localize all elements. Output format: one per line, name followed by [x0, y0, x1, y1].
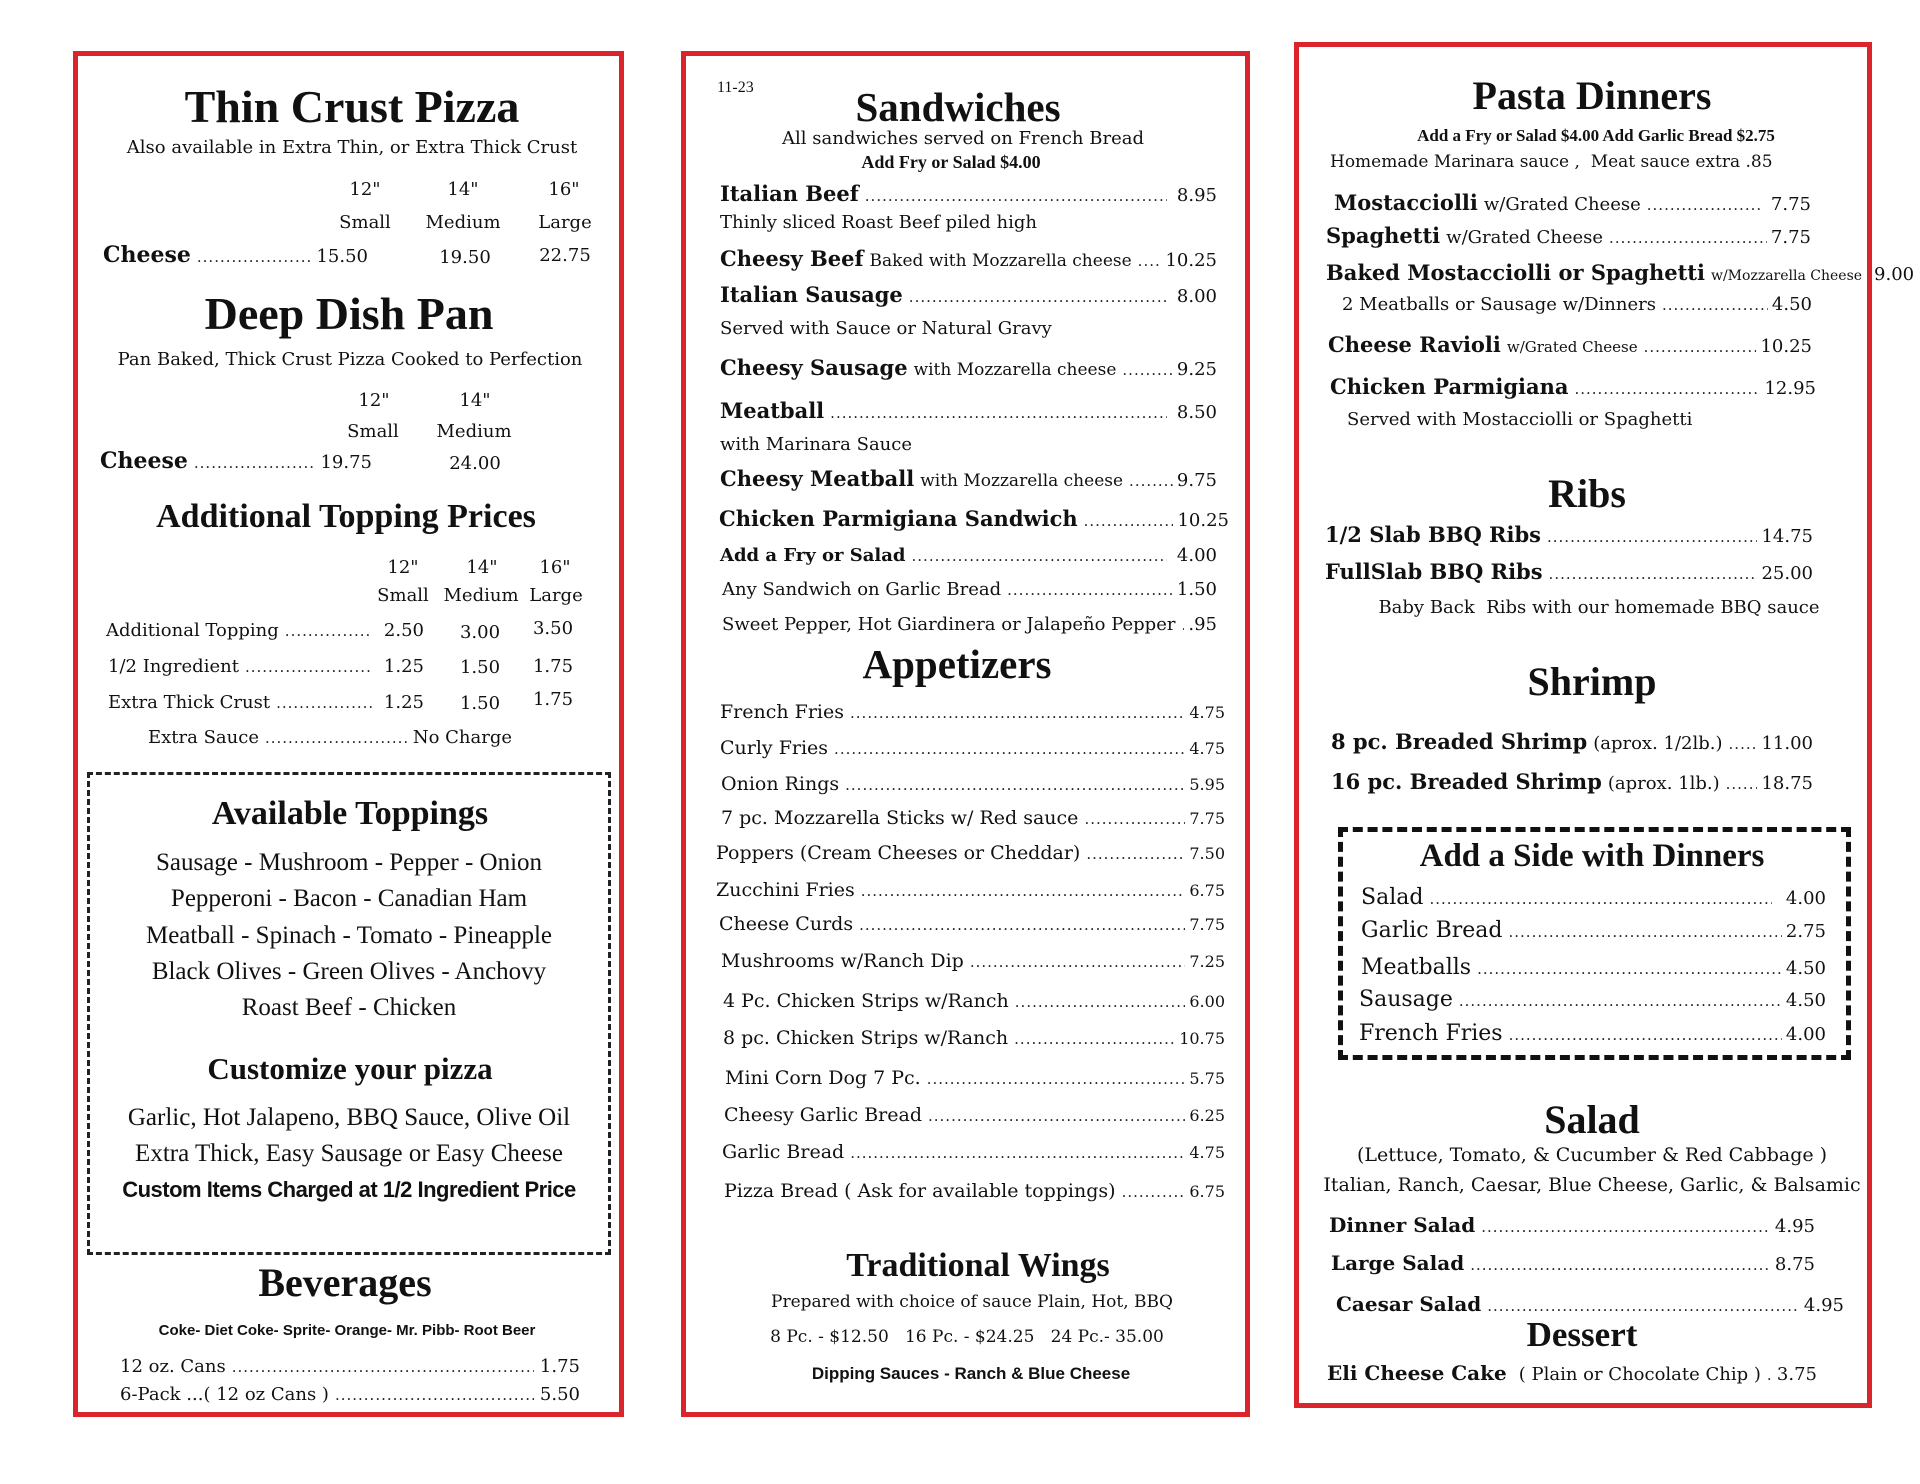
app-pizza-bread: Pizza Bread ( Ask for available toppings) ..... 6.75	[724, 1180, 1225, 1202]
tp-additional-medium: 3.00	[459, 622, 501, 643]
beverage-row-cans: 12 oz. Cans ..... 1.75	[120, 1356, 580, 1377]
app-cheesy-garlic-bread: Cheesy Garlic Bread ..... 6.25	[724, 1104, 1225, 1126]
app-mini-corn-dog: Mini Corn Dog 7 Pc. ..... 5.75	[725, 1067, 1225, 1089]
tp-row-thick: Extra Thick Crust ..... 1.25	[108, 692, 424, 713]
thin-size-16: 16"	[548, 179, 580, 200]
tp-size-12: 12"	[387, 557, 419, 578]
tp-additional-large: 3.50	[532, 618, 574, 639]
deep-size-medium: Medium	[436, 421, 512, 442]
toppings-line-4: Black Olives - Green Olives - Anchovy	[151, 958, 547, 985]
pasta-sub2: Homemade Marinara sauce , Meat sauce extra .85	[1330, 152, 1773, 172]
sandwich-cheesy-sausage: Cheesy Sausage with Mozzarella cheese ..... 9.25	[720, 355, 1217, 380]
salad-sub2: Italian, Ranch, Caesar, Blue Cheese, Garlic, & Balsamic	[1323, 1174, 1861, 1196]
sandwich-note-meatball: with Marinara Sauce	[720, 434, 913, 455]
sandwich-note-beef: Thinly sliced Roast Beef piled high	[720, 212, 1037, 233]
shrimp-title: Shrimp	[1527, 659, 1657, 704]
thin-cheese-label: Cheese	[103, 242, 191, 268]
pasta-sub1: Add a Fry or Salad $4.00 Add Garlic Bread $2.75	[1417, 126, 1775, 145]
deep-dish-subtitle: Pan Baked, Thick Crust Pizza Cooked to Perfection	[117, 349, 583, 370]
salad-large: Large Salad ..... 8.75	[1331, 1251, 1815, 1275]
tp-size-medium: Medium	[443, 585, 519, 606]
deep-size-small: Small	[347, 421, 399, 442]
side-meatballs: Meatballs ..... 4.50	[1361, 955, 1826, 980]
app-onion-rings: Onion Rings ..... 5.95	[721, 773, 1225, 795]
side-salad: Salad ..... 4.00	[1361, 885, 1826, 910]
tp-row-half: 1/2 Ingredient ..... 1.25	[108, 656, 424, 677]
tp-thick-large: 1.75	[532, 689, 574, 710]
deep-cheese-label: Cheese	[100, 448, 188, 474]
side-french-fries: French Fries ..... 4.00	[1359, 1021, 1826, 1046]
shrimp-8pc: 8 pc. Breaded Shrimp (aprox. 1/2lb.) ..... 11.00	[1331, 729, 1813, 754]
extra-sauce-row: Extra Sauce ..... No Charge	[148, 727, 512, 748]
toppings-line-1: Sausage - Mushroom - Pepper - Onion	[155, 849, 543, 876]
thin-cheese-price-medium: 19.50	[439, 247, 491, 268]
pasta-title: Pasta Dinners	[1472, 73, 1712, 118]
beverage-flavors: Coke- Diet Coke- Sprite- Orange- Mr. Pibb- Root Beer	[158, 1322, 536, 1339]
app-mozz-sticks: 7 pc. Mozzarella Sticks w/ Red sauce ..... 7.75	[721, 807, 1225, 829]
beverages-title: Beverages	[258, 1260, 432, 1305]
salad-dinner: Dinner Salad ..... 4.95	[1329, 1213, 1815, 1237]
pasta-chicken-parm: Chicken Parmigiana ..... 12.95	[1330, 374, 1816, 399]
pasta-meatballs: 2 Meatballs or Sausage w/Dinners ..... 4.50	[1342, 294, 1812, 315]
thin-size-large: Large	[538, 212, 592, 233]
side-sausage: Sausage ..... 4.50	[1359, 987, 1826, 1012]
deep-size-12: 12"	[358, 390, 390, 411]
app-french-fries: French Fries ..... 4.75	[720, 701, 1225, 723]
deep-dish-title: Deep Dish Pan	[204, 288, 494, 339]
salad-title: Salad	[1544, 1097, 1640, 1142]
app-curly-fries: Curly Fries ..... 4.75	[720, 737, 1225, 759]
side-garlic-bread: Garlic Bread ..... 2.75	[1361, 918, 1826, 943]
toppings-line-5: Roast Beef - Chicken	[241, 994, 457, 1021]
deep-size-14: 14"	[459, 390, 491, 411]
app-cheese-curds: Cheese Curds ..... 7.75	[719, 913, 1225, 935]
tp-half-large: 1.75	[532, 656, 574, 677]
shrimp-16pc: 16 pc. Breaded Shrimp (aprox. 1lb.) ..... 18.75	[1331, 769, 1813, 794]
sandwich-add-fry: Add a Fry or Salad ..... 4.00	[720, 545, 1217, 566]
tp-half-medium: 1.50	[459, 657, 501, 678]
beverage-row-sixpack: 6-Pack ...( 12 oz Cans ) ..... 5.50	[120, 1384, 580, 1405]
customize-line-2: Extra Thick, Easy Sausage or Easy Cheese	[135, 1140, 563, 1167]
pasta-ravioli: Cheese Ravioli w/Grated Cheese ..... 10.25	[1328, 332, 1812, 357]
menu-code: 11-23	[717, 79, 754, 96]
appetizers-title: Appetizers	[862, 641, 1052, 687]
tp-size-14: 14"	[466, 557, 498, 578]
thin-crust-title: Thin Crust Pizza	[184, 81, 520, 132]
thin-cheese-price-small: 15.50	[316, 246, 368, 267]
salad-sub1: (Lettuce, Tomato, & Cucumber & Red Cabbage )	[1356, 1144, 1828, 1166]
sides-title: Add a Side with Dinners	[1419, 838, 1765, 874]
app-mushrooms: Mushrooms w/Ranch Dip ..... 7.25	[721, 950, 1225, 972]
ribs-full-slab: FullSlab BBQ Ribs ..... 25.00	[1325, 559, 1813, 584]
tp-size-small: Small	[377, 585, 429, 606]
sandwiches-sub2: Add Fry or Salad $4.00	[861, 152, 1041, 172]
sandwich-cheesy-beef: Cheesy Beef Baked with Mozzarella cheese ..... 10.25	[720, 246, 1217, 271]
sandwich-italian-beef: Italian Beef ..... 8.95	[720, 181, 1217, 206]
wings-title: Traditional Wings	[846, 1247, 1110, 1284]
pasta-spaghetti: Spaghetti w/Grated Cheese ..... 7.75	[1326, 223, 1811, 248]
app-chicken-strips-8: 8 pc. Chicken Strips w/Ranch ..... 10.75	[723, 1027, 1225, 1049]
dessert-cheesecake: Eli Cheese Cake ( Plain or Chocolate Chip ) ..... 3.75	[1327, 1361, 1817, 1385]
tp-size-large: Large	[529, 585, 583, 606]
wings-sub: Prepared with choice of sauce Plain, Hot, BBQ	[771, 1292, 1173, 1312]
salad-caesar: Caesar Salad ..... 4.95	[1336, 1292, 1844, 1316]
pasta-note: Served with Mostacciolli or Spaghetti	[1347, 409, 1693, 430]
thin-cheese-price-large: 22.75	[539, 245, 591, 266]
app-chicken-strips-4: 4 Pc. Chicken Strips w/Ranch ..... 6.00	[723, 990, 1225, 1012]
toppings-line-3: Meatball - Spinach - Tomato - Pineapple	[145, 922, 553, 949]
app-garlic-bread: Garlic Bread ..... 4.75	[722, 1141, 1225, 1163]
thin-size-12: 12"	[349, 179, 381, 200]
app-zucchini-fries: Zucchini Fries ..... 6.75	[716, 879, 1225, 901]
tp-row-additional: Additional Topping ..... 2.50	[106, 620, 424, 641]
sandwich-chicken-parm: Chicken Parmigiana Sandwich ..... 10.25	[719, 506, 1229, 531]
sandwich-garlic-bread: Any Sandwich on Garlic Bread ..... 1.50	[722, 579, 1217, 600]
dessert-title: Dessert	[1526, 1315, 1638, 1354]
deep-cheese-price-small: 19.75	[320, 452, 372, 473]
available-toppings-title: Available Toppings	[211, 795, 489, 832]
ribs-note: Baby Back Ribs with our homemade BBQ sauce	[1378, 597, 1820, 618]
ribs-half-slab: 1/2 Slab BBQ Ribs ..... 14.75	[1325, 522, 1813, 547]
sandwiches-title: Sandwiches	[855, 84, 1061, 130]
deep-cheese-price-medium: 24.00	[449, 453, 501, 474]
app-poppers: Poppers (Cream Cheeses or Cheddar) ..... 7.50	[716, 842, 1225, 864]
ribs-title: Ribs	[1548, 471, 1626, 516]
thin-size-small: Small	[339, 212, 391, 233]
customize-line-1: Garlic, Hot Jalapeno, BBQ Sauce, Olive Oil	[127, 1104, 571, 1131]
thin-size-medium: Medium	[425, 212, 501, 233]
thin-crust-subtitle: Also available in Extra Thin, or Extra Thick Crust	[126, 137, 578, 158]
thin-size-14: 14"	[447, 179, 479, 200]
customize-title: Customize your pizza	[207, 1051, 493, 1086]
thin-cheese-row	[103, 242, 368, 268]
pasta-mostacciolli: Mostacciolli w/Grated Cheese ..... 7.75	[1334, 190, 1811, 215]
custom-items-note: Custom Items Charged at 1/2 Ingredient Price	[122, 1177, 576, 1202]
pasta-baked: Baked Mostacciolli or Spaghetti w/Mozzarella Cheese 9.00	[1326, 260, 1915, 285]
deep-cheese-row	[100, 448, 372, 474]
toppings-line-2: Pepperoni - Bacon - Canadian Ham	[170, 885, 528, 912]
sandwich-meatball: Meatball ..... 8.50	[720, 398, 1217, 423]
sandwiches-sub1: All sandwiches served on French Bread	[782, 128, 1144, 149]
tp-thick-medium: 1.50	[459, 693, 501, 714]
wings-prices: 8 Pc. - $12.50 16 Pc. - $24.25 24 Pc.- 35.00	[770, 1327, 1164, 1347]
tp-size-16: 16"	[539, 557, 571, 578]
sandwich-peppers: Sweet Pepper, Hot Giardinera or Jalapeño Pepper ..... .95	[722, 614, 1217, 635]
sandwich-italian-sausage: Italian Sausage ..... 8.00	[720, 282, 1217, 307]
topping-prices-title: Additional Topping Prices	[156, 498, 536, 535]
sandwich-note-sausage: Served with Sauce or Natural Gravy	[720, 318, 1052, 339]
sandwich-cheesy-meatball: Cheesy Meatball with Mozzarella cheese ..... 9.75	[720, 466, 1217, 491]
wings-dipping: Dipping Sauces - Ranch & Blue Cheese	[811, 1364, 1131, 1383]
